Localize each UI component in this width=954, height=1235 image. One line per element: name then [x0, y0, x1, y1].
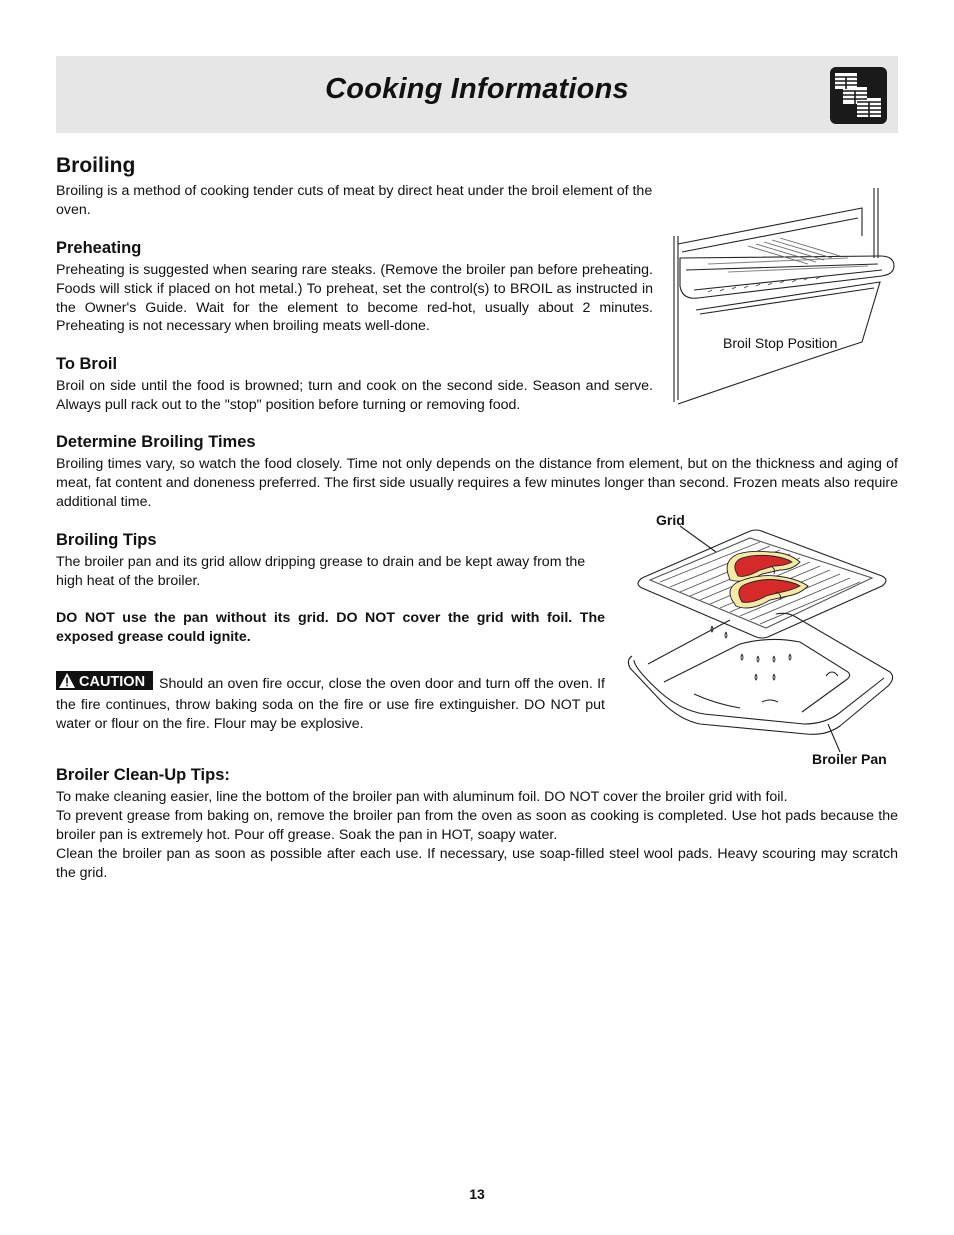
grid-label: Grid [656, 512, 685, 528]
caution-badge [56, 671, 153, 696]
broiling-tips-body: The broiler pan and its grid allow dripping grease to drain and be kept away from the high heat of the broiler. [56, 554, 586, 589]
section-title-cleanup: Broiler Clean-Up Tips: [56, 766, 230, 784]
preheating-body: Preheating is suggested when searing rare steaks. (Remove the broiler pan before preheating. Foods will stick if placed on hot metal.) To preheat, set the control(s) to BROIL as instructed in the Owner's Guide. Wait for the element to become red-hot, usually about 2 minutes. Preheating is not necessary when broiling meats well-done. [56, 262, 653, 335]
caution-paragraph [56, 671, 605, 733]
section-title-broiling-tips: Broiling Tips [56, 531, 157, 549]
broiler-pan-label: Broiler Pan [812, 751, 887, 767]
broil-stop-label: Broil Stop Position [723, 335, 838, 351]
section-title-to-broil: To Broil [56, 355, 118, 373]
caution-label: CAUTION [79, 674, 146, 690]
caution-text: Should an oven fire occur, close the oven door and turn off the oven. If the fire continues, throw baking soda on the fire or use fire extinguisher. DO NOT put water or flour on the fire. Flour may be explosive. [56, 676, 605, 732]
section-title-determine-times: Determine Broiling Times [56, 433, 256, 451]
section-title-broiling: Broiling [56, 154, 136, 177]
cleanup-line-3: Clean the broiler pan as soon as possible after each use. If necessary, use soap-filled steel wool pads. Heavy scouring may scratch the grid. [56, 846, 898, 881]
broiling-intro: Broiling is a method of cooking tender cuts of meat by direct heat under the broil element of the oven. [56, 183, 653, 218]
cleanup-line-1: To make cleaning easier, line the bottom of the broiler pan with aluminum foil. DO NOT cover the broiler grid with foil. [56, 789, 788, 805]
page-number: 13 [469, 1186, 485, 1202]
broiling-tips-warning: DO NOT use the pan without its grid. DO NOT cover the grid with foil. The exposed grease could ignite. [56, 610, 605, 645]
cleanup-line-2: To prevent grease from baking on, remove the broiler pan from the oven as soon as cooking is completed. Use hot pads because the broiler pan is extremely hot. Pour off grease. Soak the pan in HOT, soapy water. [56, 808, 898, 843]
header-band [56, 56, 898, 133]
determine-times-body: Broiling times vary, so watch the food closely. Time not only depends on the distance from element, but on the thickness and aging of meat, fat content and doneness preferred. The first side usually requires a few minutes longer than second. Frozen meats also require additional time. [56, 456, 898, 510]
page-title: Cooking Informations [325, 73, 629, 105]
section-title-preheating: Preheating [56, 239, 142, 257]
to-broil-body: Broil on side until the food is browned; turn and cook on the second side. Season and serve. Always pull rack out to the "stop" position before turning or removing food. [56, 378, 653, 413]
oven-rack-illustration [668, 186, 900, 410]
stacked-documents-icon [830, 67, 887, 124]
broiler-pan-illustration [620, 508, 902, 760]
